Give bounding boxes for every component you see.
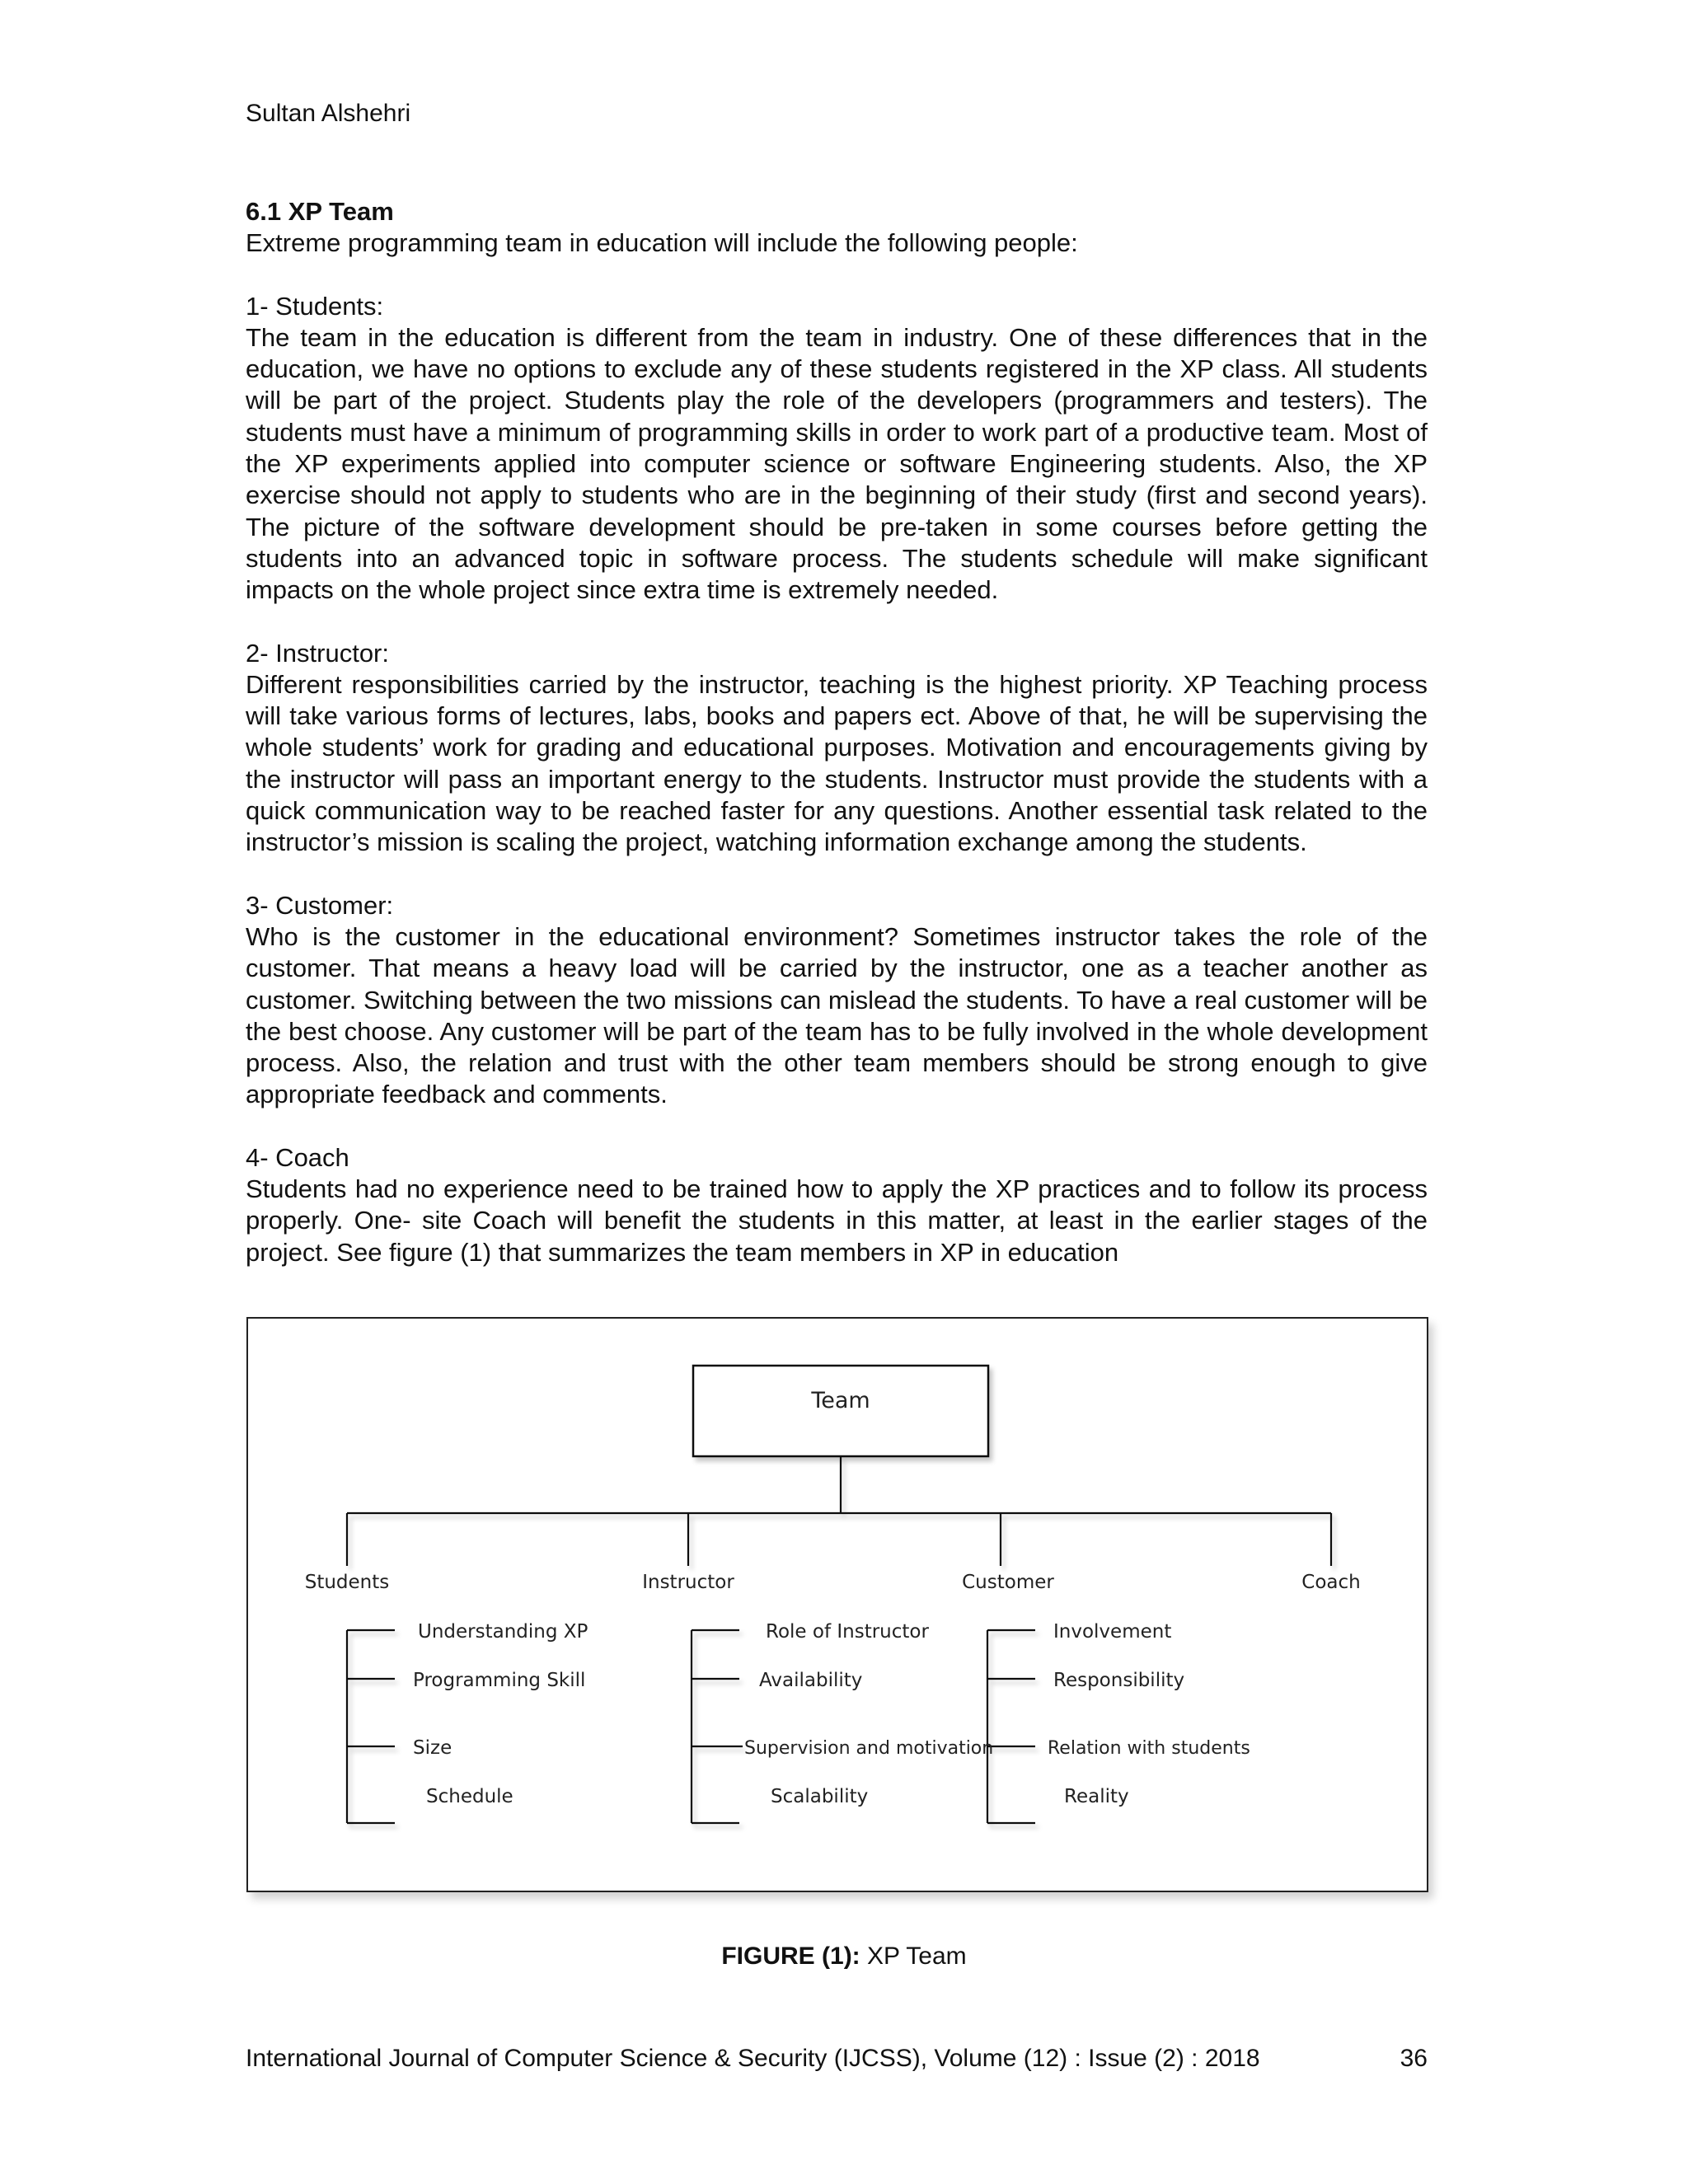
section-heading: 6.1 XP Team [246, 197, 394, 226]
xp-team-figure [246, 1317, 1428, 1892]
item-text-students: The team in the education is different from the team in industry. One of these differences that in the education, we have no options to exclude any of these students registered in the XP class. All students will be part of the project. Students play the role of the developers (programmers and testers). The students must have a minimum of programming skills in order to work part of a productive team. Most of the XP experiments applied into computer science or software Engineering students. Also, the XP exercise should not apply to students who are in the beginning of their study (first and second years). The picture of the software development should be pre-taken in some courses before getting the students into an advanced topic in software process. The students schedule will make significant impacts on the whole project since extra time is extremely needed. [246, 322, 1428, 605]
students-item: Schedule [426, 1786, 513, 1807]
item-text-instructor: Different responsibilities carried by the instructor, teaching is the highest priority. XP Teaching process will take various forms of lectures, labs, books and papers ect. Above of that, he will be supervising the whole students’ work for grading and educational purposes. Motivation and encouragements giving by the instructor will pass an important energy to the students. Instructor must provide the students with a quick communication way to be reached faster for any questions. Another essential task related to the instructor’s mission is scaling the project, watching information exchange among the students. [246, 669, 1428, 857]
figure-caption [0, 1940, 1688, 1973]
item-title-coach: 4- Coach [246, 1142, 349, 1172]
item-text-coach: Students had no experience need to be trained how to apply the XP practices and to follow its process properly. One- site Coach will benefit the students in this matter, at least in the earlier stages of the project. See figure (1) that summarizes the team members in XP in education [246, 1174, 1428, 1267]
instructor-item: Supervision and motivation [744, 1738, 994, 1759]
role-instructor: Instructor [642, 1572, 734, 1593]
page-footer [246, 2042, 1428, 2075]
customer-item: Responsibility [1053, 1670, 1185, 1691]
role-coach: Coach [1301, 1572, 1361, 1593]
section-intro: Extreme programming team in education will include the following people: [246, 228, 1078, 258]
item-title-instructor: 2- Instructor: [246, 638, 389, 668]
customer-item: Reality [1064, 1786, 1129, 1807]
students-item: Understanding XP [418, 1621, 588, 1643]
running-head-author: Sultan Alshehri [246, 100, 411, 127]
xp-team-diagram [248, 1319, 1427, 1891]
footer-journal: International Journal of Computer Science & Security (IJCSS), Volume (12) : Issue (2) : 2018 [246, 2045, 1260, 2072]
customer-item: Involvement [1053, 1621, 1172, 1643]
instructor-item: Role of Instructor [766, 1621, 929, 1643]
page-number: 36 [1400, 2045, 1428, 2072]
item-title-customer: 3- Customer: [246, 890, 394, 920]
figure-caption-label: FIGURE (1): [721, 1943, 860, 1970]
role-students: Students [304, 1572, 390, 1593]
customer-item: Relation with students [1048, 1738, 1250, 1759]
item-title-students: 1- Students: [246, 291, 384, 321]
section-body [246, 196, 1428, 1268]
students-item: Size [413, 1737, 452, 1759]
item-text-customer: Who is the customer in the educational environment? Sometimes instructor takes the role of the customer. That means a heavy load will be carried by the instructor, one as a teacher another as customer. Switching between the two missions can mislead the students. To have a real customer will be the best choose. Any customer will be part of the team has to be fully involved in the whole development process. Also, the relation and trust with the other team members should be strong enough to give appropriate feedback and comments. [246, 921, 1428, 1109]
instructor-item: Scalability [771, 1786, 869, 1807]
students-item: Programming Skill [413, 1670, 586, 1691]
role-customer: Customer [962, 1572, 1054, 1593]
team-node-label: Team [811, 1388, 870, 1413]
instructor-item: Availability [759, 1670, 863, 1691]
figure-caption-text: XP Team [867, 1943, 967, 1970]
